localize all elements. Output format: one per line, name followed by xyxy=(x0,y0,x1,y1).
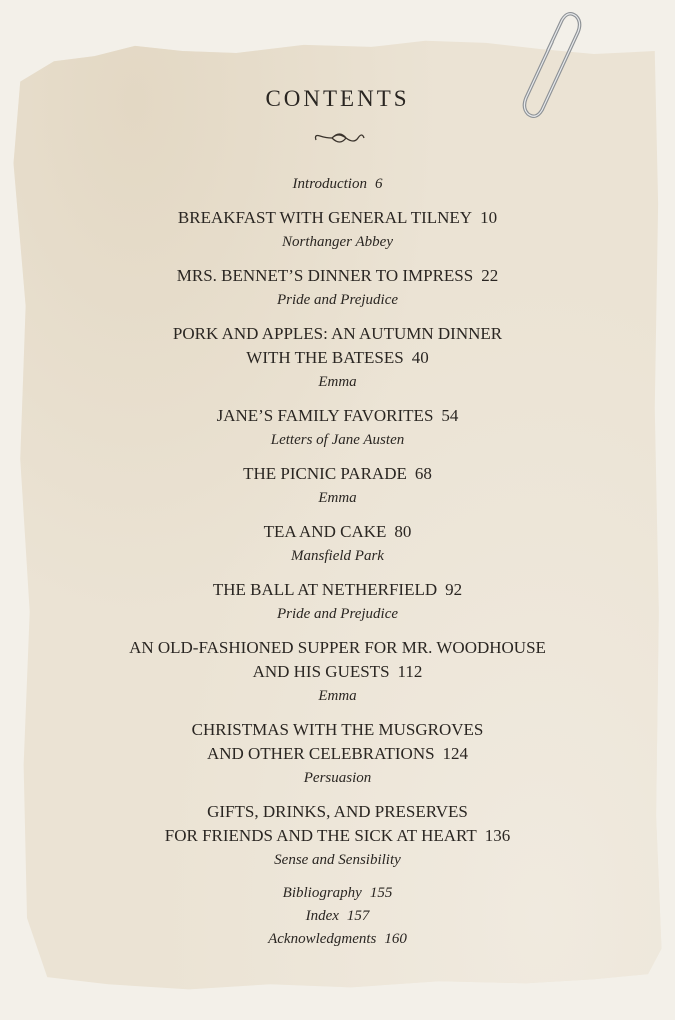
entry-label: Index xyxy=(305,908,339,924)
entry-source: Pride and Prejudice xyxy=(276,606,399,622)
entry-source: Pride and Prejudice xyxy=(276,292,399,308)
entry-source: Northanger Abbey xyxy=(282,234,393,250)
page-number: 6 xyxy=(374,176,383,192)
page-number: 124 xyxy=(442,744,469,763)
flourish-ornament-icon xyxy=(312,128,367,148)
back-matter xyxy=(268,882,407,951)
entry-title: AND HIS GUESTS xyxy=(252,662,390,681)
intro-label: Introduction xyxy=(292,176,367,192)
page-number: 40 xyxy=(411,348,429,367)
page-number: 92 xyxy=(445,580,463,599)
entry-title: THE BALL AT NETHERFIELD xyxy=(212,580,438,599)
entry-title: WITH THE BATESES xyxy=(246,348,404,367)
page-number: 155 xyxy=(369,885,393,901)
table-of-contents xyxy=(0,173,675,951)
entry-title: JANE’S FAMILY FAVORITES xyxy=(216,406,434,425)
toc-bibliography[interactable] xyxy=(283,882,393,905)
toc-entry[interactable] xyxy=(178,206,497,254)
page-number: 54 xyxy=(441,406,459,425)
toc-intro[interactable] xyxy=(293,173,383,196)
entry-label: Bibliography xyxy=(282,885,362,901)
page-number: 112 xyxy=(397,662,423,681)
toc-acknowledgments[interactable] xyxy=(268,928,407,951)
page-number: 22 xyxy=(481,266,499,285)
entry-title: MRS. BENNET’S DINNER TO IMPRESS xyxy=(176,266,474,285)
entry-title: BREAKFAST WITH GENERAL TILNEY xyxy=(177,208,473,227)
page-number: 157 xyxy=(346,908,370,924)
page-number: 10 xyxy=(480,208,498,227)
page-number: 80 xyxy=(394,522,412,541)
entry-title: AN OLD-FASHIONED SUPPER FOR MR. WOODHOUSE xyxy=(129,638,546,657)
page-number: 68 xyxy=(414,464,432,483)
toc-index[interactable] xyxy=(306,905,370,928)
toc-entry[interactable] xyxy=(173,322,502,394)
entry-source: Emma xyxy=(318,374,357,390)
entry-source: Emma xyxy=(318,688,357,704)
entry-source: Emma xyxy=(318,490,357,506)
toc-entry[interactable] xyxy=(177,264,498,312)
page-title: CONTENTS xyxy=(265,86,410,111)
entry-label: Acknowledgments xyxy=(268,931,377,947)
toc-entry[interactable] xyxy=(129,636,546,708)
toc-entry[interactable] xyxy=(192,718,484,790)
entry-title: CHRISTMAS WITH THE MUSGROVES xyxy=(191,720,484,739)
toc-entry[interactable] xyxy=(243,462,432,510)
entry-title: GIFTS, DRINKS, AND PRESERVES xyxy=(207,802,468,821)
page-number: 136 xyxy=(484,826,511,845)
entry-title: TEA AND CAKE xyxy=(263,522,387,541)
toc-entry[interactable] xyxy=(217,404,459,452)
entry-source: Persuasion xyxy=(303,770,372,786)
entry-source: Mansfield Park xyxy=(291,548,384,564)
entry-title: AND OTHER CELEBRATIONS xyxy=(206,744,435,763)
entry-title: FOR FRIENDS AND THE SICK AT HEART xyxy=(164,826,477,845)
toc-entry[interactable] xyxy=(213,578,462,626)
entry-title: THE PICNIC PARADE xyxy=(243,464,407,483)
page-number: 160 xyxy=(384,931,407,947)
entry-source: Sense and Sensibility xyxy=(274,852,401,868)
entry-title: PORK AND APPLES: AN AUTUMN DINNER xyxy=(172,324,503,343)
toc-entry[interactable] xyxy=(264,520,412,568)
toc-entry[interactable] xyxy=(165,800,510,872)
entry-source: Letters of Jane Austen xyxy=(270,432,405,448)
